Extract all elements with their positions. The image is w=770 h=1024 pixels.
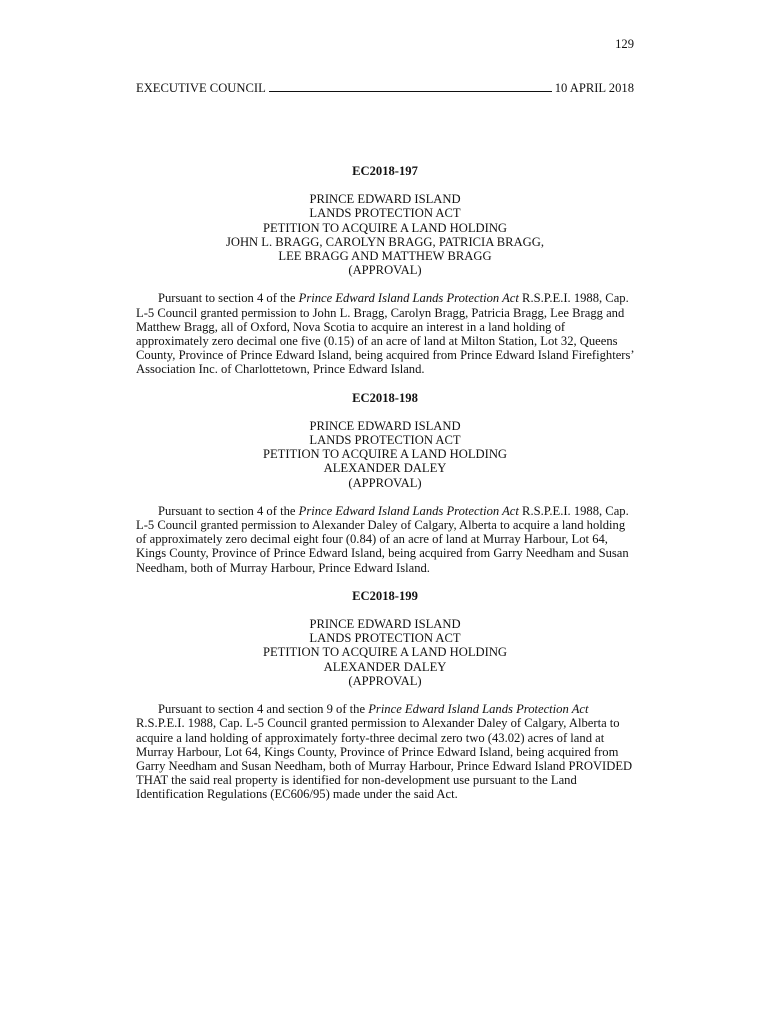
- caption-line: PETITION TO ACQUIRE A LAND HOLDING: [262, 447, 508, 462]
- caption-line: (APPROVAL): [348, 263, 422, 278]
- body-text-start: Pursuant to section 4 and section 9 of the: [158, 702, 369, 717]
- act-title: Prince Edward Island Lands Protection Act: [298, 503, 519, 518]
- order-number: EC2018-199: [352, 588, 418, 603]
- body-text-rest: R.S.P.E.I. 1988, Cap. L-5 Council granted permission to John L. Bragg, Carolyn Bragg, Patricia Bragg, Lee Bragg and Matthew Bragg, all of Oxford, Nova Scotia to acquire an interest in a land holding of approximately zero decimal one five (0.15) of an acre of land at Milton Station, Lot 32, Queens County, Province of Prince Edward Island, being acquired from Prince Edward Island Firefighters’ Association Inc. of Charlottetown, Prince Edward Island.: [136, 291, 634, 377]
- body-text-start: Pursuant to section 4 of the: [158, 503, 299, 518]
- caption-line: LANDS PROTECTION ACT: [309, 433, 461, 448]
- order-number: EC2018-197: [352, 164, 418, 178]
- order-body: [136, 504, 634, 575]
- running-header-left: EXECUTIVE COUNCIL: [136, 81, 266, 95]
- running-header-right: 10 APRIL 2018: [554, 81, 634, 95]
- order-ec2018-198: [136, 391, 634, 575]
- caption-line: ALEXANDER DALEY: [323, 461, 447, 476]
- caption-line: JOHN L. BRAGG, CAROLYN BRAGG, PATRICIA BRAGG,: [225, 234, 545, 249]
- order-caption: [136, 419, 634, 490]
- orders-content: [136, 164, 634, 816]
- order-caption: [136, 192, 634, 277]
- caption-line: PRINCE EDWARD ISLAND: [309, 418, 461, 433]
- body-text-rest: R.S.P.E.I. 1988, Cap. L-5 Council granted permission to Alexander Daley of Calgary, Alberta to acquire a land holding of approximately zero decimal eight four (0.84) of an acre of land at Murray Harbour, Lot 64, Kings County, Province of Prince Edward Island, being acquired from Garry Needham and Susan Needham, both of Murray Harbour, Prince Edward Island.: [136, 503, 629, 575]
- order-ec2018-199: [136, 589, 634, 802]
- order-caption: [136, 617, 634, 688]
- caption-line: LEE BRAGG AND MATTHEW BRAGG: [278, 249, 492, 264]
- page-number: 129: [615, 37, 634, 51]
- caption-line: ALEXANDER DALEY: [323, 659, 447, 674]
- caption-line: (APPROVAL): [348, 673, 422, 688]
- body-text-rest: R.S.P.E.I. 1988, Cap. L-5 Council granted permission to Alexander Daley of Calgary, Alberta to acquire a land holding of approximately forty-three decimal zero two (43.02) acres of land at Murray Harbour, Lot 64, Kings County, Province of Prince Edward Island, being acquired from Garry Needham and Susan Needham, both of Murray Harbour, Prince Edward Island PROVIDED THAT the said real property is identified for non-development use pursuant to the Land Identification Regulations (EC606/95) made under the said Act.: [136, 716, 633, 802]
- running-header: [136, 80, 634, 95]
- caption-line: PETITION TO ACQUIRE A LAND HOLDING: [262, 645, 508, 660]
- caption-line: PRINCE EDWARD ISLAND: [309, 617, 461, 632]
- act-title: Prince Edward Island Lands Protection Act: [298, 291, 519, 306]
- order-body: [136, 702, 634, 801]
- act-title: Prince Edward Island Lands Protection Act: [368, 702, 589, 717]
- caption-line: LANDS PROTECTION ACT: [309, 206, 461, 221]
- caption-line: PRINCE EDWARD ISLAND: [309, 192, 461, 207]
- body-text-start: Pursuant to section 4 of the: [158, 291, 299, 306]
- order-body: [136, 291, 634, 376]
- order-number: EC2018-198: [352, 390, 418, 405]
- header-rule: [269, 80, 552, 92]
- caption-line: LANDS PROTECTION ACT: [309, 631, 461, 646]
- order-ec2018-197: [136, 164, 634, 377]
- caption-line: PETITION TO ACQUIRE A LAND HOLDING: [262, 220, 508, 235]
- caption-line: (APPROVAL): [348, 475, 422, 490]
